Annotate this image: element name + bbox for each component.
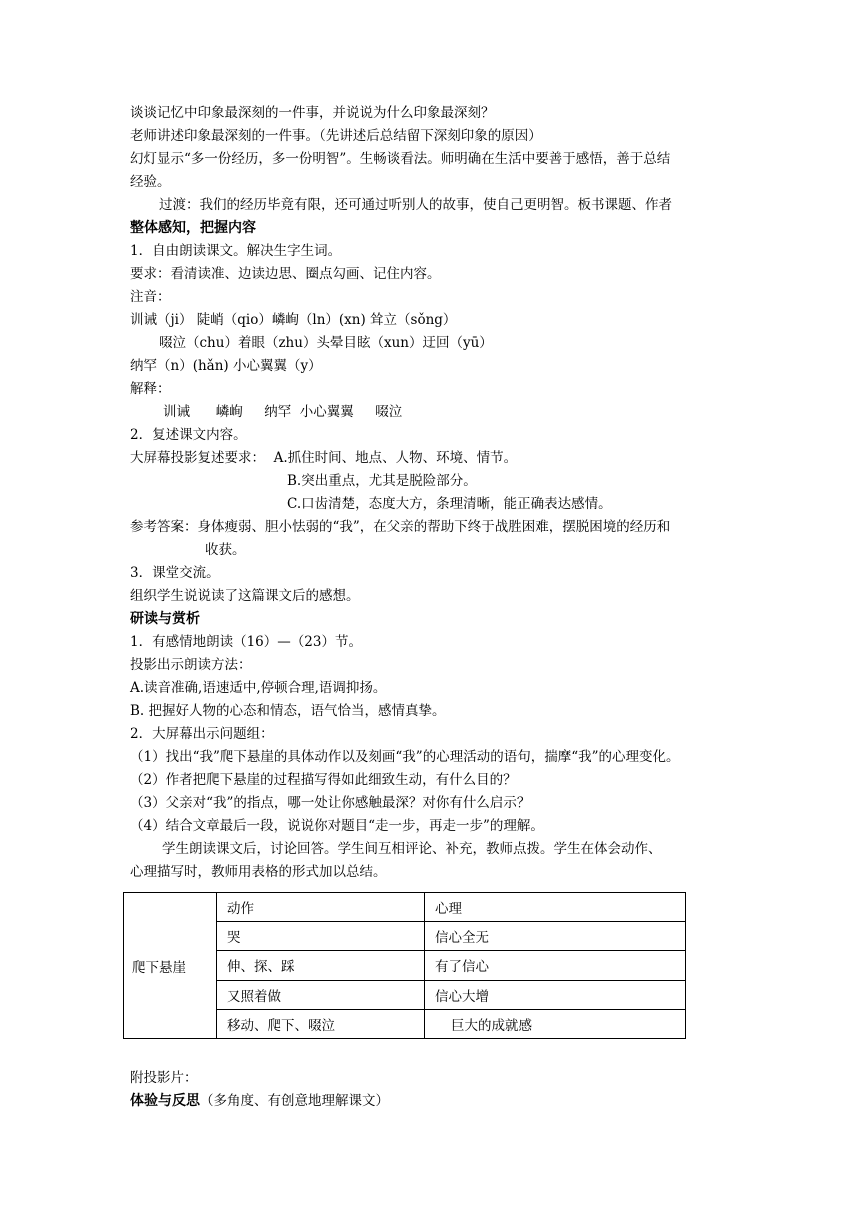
paragraph: 要求：看清读准、边读边思、圈点勾画、记住内容。 — [130, 266, 441, 282]
table-cell: 巨大的成就感 — [425, 1009, 686, 1038]
table-header-cell: 动作 — [217, 893, 425, 922]
table-row-label: 爬下悬崖 — [124, 893, 217, 1039]
paragraph: 2．大屏幕出示问题组： — [130, 726, 274, 742]
section-heading — [130, 1091, 389, 1113]
paragraph: 谈谈记忆中印象最深刻的一件事，并说说为什么印象最深刻？ — [130, 105, 495, 121]
section-heading: 研读与赏析 — [130, 611, 200, 627]
pinyin-line: 纳罕（n）(hǎn) 小心翼翼（y） — [130, 358, 322, 374]
pinyin-line: 啜泣（chu）着眼（zhu）头晕目眩（xun）迂回（yū） — [159, 335, 493, 351]
paragraph: 经验。 — [130, 174, 171, 190]
paragraph: B. 把握好人物的心态和情态，语气恰当，感情真挚。 — [130, 703, 446, 719]
paragraph: 注音： — [130, 289, 171, 305]
paragraph: 投影出示朗读方法： — [130, 657, 252, 673]
question-item: （4）结合文章最后一段，说说你对题目“走一步，再走一步”的理解。 — [130, 818, 544, 834]
paragraph: 1．有感情地朗读（16）—（23）节。 — [130, 634, 362, 650]
paragraph: 幻灯显示“多一份经历，多一份明智”。生畅谈看法。师明确在生活中要善于感悟，善于总结 — [130, 151, 671, 167]
paragraph: 2．复述课文内容。 — [130, 427, 247, 443]
table-header-cell: 心理 — [425, 893, 686, 922]
paragraph: 心理描写时，教师用表格的形式加以总结。 — [130, 864, 387, 880]
paragraph: 1．自由朗读课文。解决生字生词。 — [130, 243, 342, 259]
paragraph: 3．课堂交流。 — [130, 565, 220, 581]
paragraph: 学生朗读课文后，讨论回答。学生间互相评论、补充，教师点拨。学生在体会动作、 — [162, 841, 662, 857]
table-cell: 信心全无 — [425, 922, 686, 951]
heading-note: （多角度、有创意地理解课文） — [200, 1093, 389, 1109]
projection-table — [123, 892, 686, 1039]
heading-bold-text: 体验与反思 — [130, 1093, 200, 1109]
paragraph: 附投影片： — [130, 1070, 198, 1086]
table-cell: 移动、爬下、啜泣 — [217, 1009, 425, 1038]
table-cell: 哭 — [217, 922, 425, 951]
question-item: （2）作者把爬下悬崖的过程描写得如此细致生动，有什么目的？ — [130, 772, 517, 788]
paragraph: 大屏幕投影复述要求： A.抓住时间、地点、人物、环境、情节。 — [130, 450, 518, 466]
paragraph: 组织学生说说读了这篇课文后的感想。 — [130, 588, 360, 604]
question-item: （1）找出“我”爬下悬崖的具体动作以及刻画“我”的心理活动的语句，揣摩“我”的心理变化。 — [130, 749, 680, 765]
paragraph: 解释： — [130, 381, 171, 397]
table-cell: 信心大增 — [425, 980, 686, 1009]
table-cell: 又照着做 — [217, 980, 425, 1009]
vocab-line: 训诫 嶙峋 纳罕 小心翼翼 啜泣 — [163, 404, 403, 420]
table-cell: 伸、探、踩 — [217, 951, 425, 980]
paragraph: 过渡：我们的经历毕竟有限，还可通过听别人的故事，使自己更明智。板书课题、作者 — [159, 197, 672, 213]
table-cell: 有了信心 — [425, 951, 686, 980]
paragraph: A.读音准确,语速适中,停顿合理,语调抑扬。 — [130, 680, 387, 696]
pinyin-line: 训诫（ji） 陡峭（qio）嶙峋（ln）(xn) 耸立（sǒng） — [130, 312, 457, 328]
paragraph: C.口齿清楚，态度大方，条理清晰，能正确表达感情。 — [287, 496, 612, 512]
paragraph: B.突出重点，尤其是脱险部分。 — [287, 473, 477, 489]
paragraph: 参考答案：身体瘦弱、胆小怯弱的“我”，在父亲的帮助下终于战胜困难，摆脱困境的经历和 — [130, 519, 671, 535]
paragraph: 收获。 — [205, 542, 246, 558]
question-item: （3）父亲对“我”的指点，哪一处让你感触最深？对你有什么启示？ — [130, 795, 531, 811]
paragraph: 老师讲述印象最深刻的一件事。（先讲述后总结留下深刻印象的原因） — [130, 128, 542, 144]
table-row — [124, 893, 686, 922]
section-heading: 整体感知，把握内容 — [130, 220, 256, 236]
